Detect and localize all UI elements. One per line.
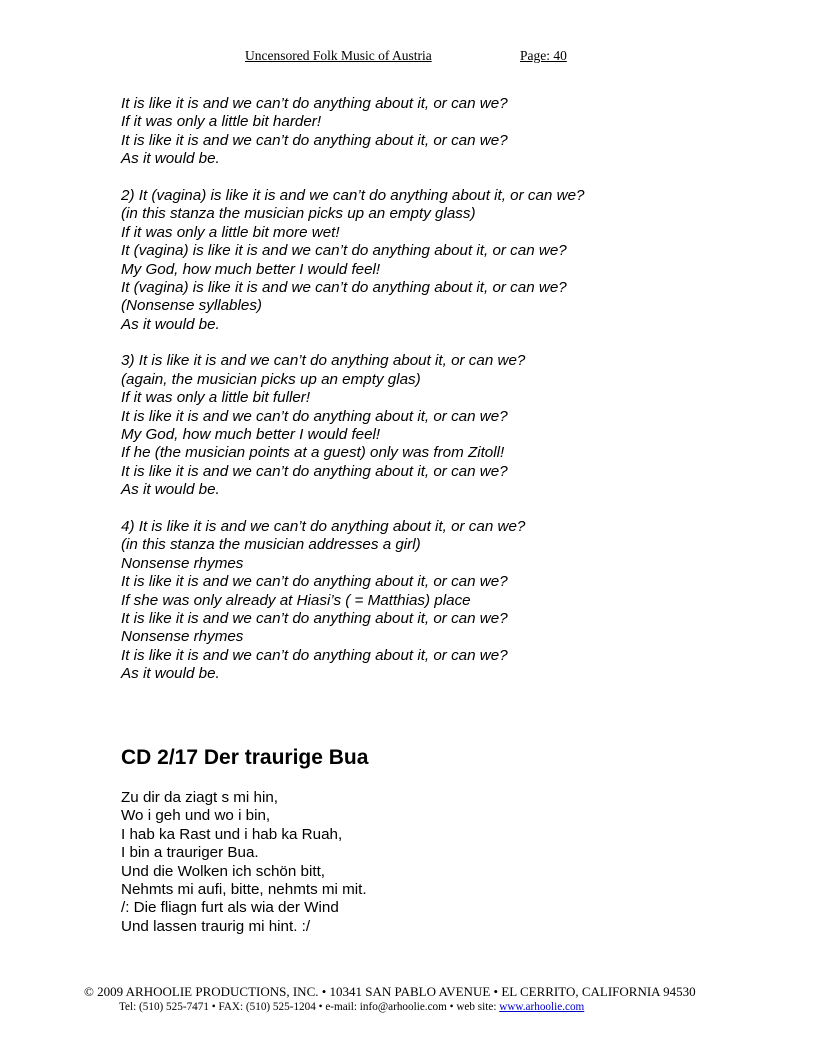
lyric-line: If it was only a little bit harder! <box>121 113 322 131</box>
lyric-line: 3) It is like it is and we can’t do anything about it, or can we? <box>121 352 526 370</box>
english-translation <box>121 95 584 684</box>
lyric-line: If it was only a little bit fuller! <box>121 389 311 407</box>
lyric-line: If it was only a little bit more wet! <box>121 223 340 241</box>
website-link[interactable]: www.arhoolie.com <box>499 1001 585 1013</box>
lyric-line: If he (the musician points at a guest) only was from Zitoll! <box>121 444 505 462</box>
copyright-line: © 2009 ARHOOLIE PRODUCTIONS, INC. • 10341 SAN PABLO AVENUE • EL CERRITO, CALIFORNIA 94530 <box>84 984 696 999</box>
lyric-line: /: Die fliagn furt als wia der Wind <box>121 899 339 917</box>
lyric-line: It (vagina) is like it is and we can’t do anything about it, or can we? <box>121 278 567 296</box>
lyric-line: (again, the musician picks up an empty glas) <box>121 370 421 388</box>
lyric-line: My God, how much better I would feel! <box>121 426 381 444</box>
lyric-line: (in this stanza the musician picks up an empty glass) <box>121 205 476 223</box>
lyric-line: It is like it is and we can’t do anything about it, or can we? <box>121 407 508 425</box>
lyric-line: As it would be. <box>121 665 220 683</box>
lyric-line: 2) It (vagina) is like it is and we can’t do anything about it, or can we? <box>121 186 585 204</box>
page-number: Page: 40 <box>520 48 567 63</box>
song-lyrics <box>121 789 367 936</box>
lyric-line: It (vagina) is like it is and we can’t do anything about it, or can we? <box>121 242 567 260</box>
lyric-line: (Nonsense syllables) <box>121 297 262 315</box>
lyric-line: Zu dir da ziagt s mi hin, <box>121 789 278 806</box>
lyric-line: My God, how much better I would feel! <box>121 260 381 278</box>
lyric-line: As it would be. <box>121 481 220 499</box>
page-header <box>0 48 816 68</box>
lyric-line: Nonsense rhymes <box>121 628 244 646</box>
lyric-line: It is like it is and we can’t do anything about it, or can we? <box>121 609 508 627</box>
lyric-line: If she was only already at Hiasi’s ( = Matthias) place <box>121 591 471 609</box>
header-title: Uncensored Folk Music of Austria <box>245 48 432 63</box>
stanza-gap <box>121 334 584 352</box>
stanza-gap <box>121 169 584 187</box>
lyric-line: It is like it is and we can’t do anything about it, or can we? <box>121 646 508 664</box>
lyric-line: As it would be. <box>121 150 220 168</box>
lyric-line: It is like it is and we can’t do anything about it, or can we? <box>121 95 508 112</box>
lyric-line: Nonsense rhymes <box>121 554 244 572</box>
lyric-line: Wo i geh und wo i bin, <box>121 807 271 825</box>
lyric-line: Und lassen traurig mi hint. :/ <box>121 917 311 935</box>
song-title: CD 2/17 Der traurige Bua <box>121 746 369 769</box>
lyric-line: I hab ka Rast und i hab ka Ruah, <box>121 825 343 843</box>
lyric-line: Und die Wolken ich schön bitt, <box>121 862 326 880</box>
lyric-line: (in this stanza the musician addresses a girl) <box>121 536 421 554</box>
lyric-line: It is like it is and we can’t do anything about it, or can we? <box>121 573 508 591</box>
lyric-line: It is like it is and we can’t do anything about it, or can we? <box>121 131 508 149</box>
lyric-line: I bin a trauriger Bua. <box>121 844 259 862</box>
lyric-line: Nehmts mi aufi, bitte, nehmts mi mit. <box>121 880 367 898</box>
contact-text: Tel: (510) 525-7471 • FAX: (510) 525-1204 • e-mail: info@arhoolie.com • web site: <box>119 1001 500 1013</box>
stanza-gap <box>121 500 584 518</box>
contact-line <box>119 1001 584 1013</box>
lyric-line: As it would be. <box>121 315 220 333</box>
lyric-line: It is like it is and we can’t do anything about it, or can we? <box>121 462 508 480</box>
lyric-line: 4) It is like it is and we can’t do anything about it, or can we? <box>121 517 526 535</box>
